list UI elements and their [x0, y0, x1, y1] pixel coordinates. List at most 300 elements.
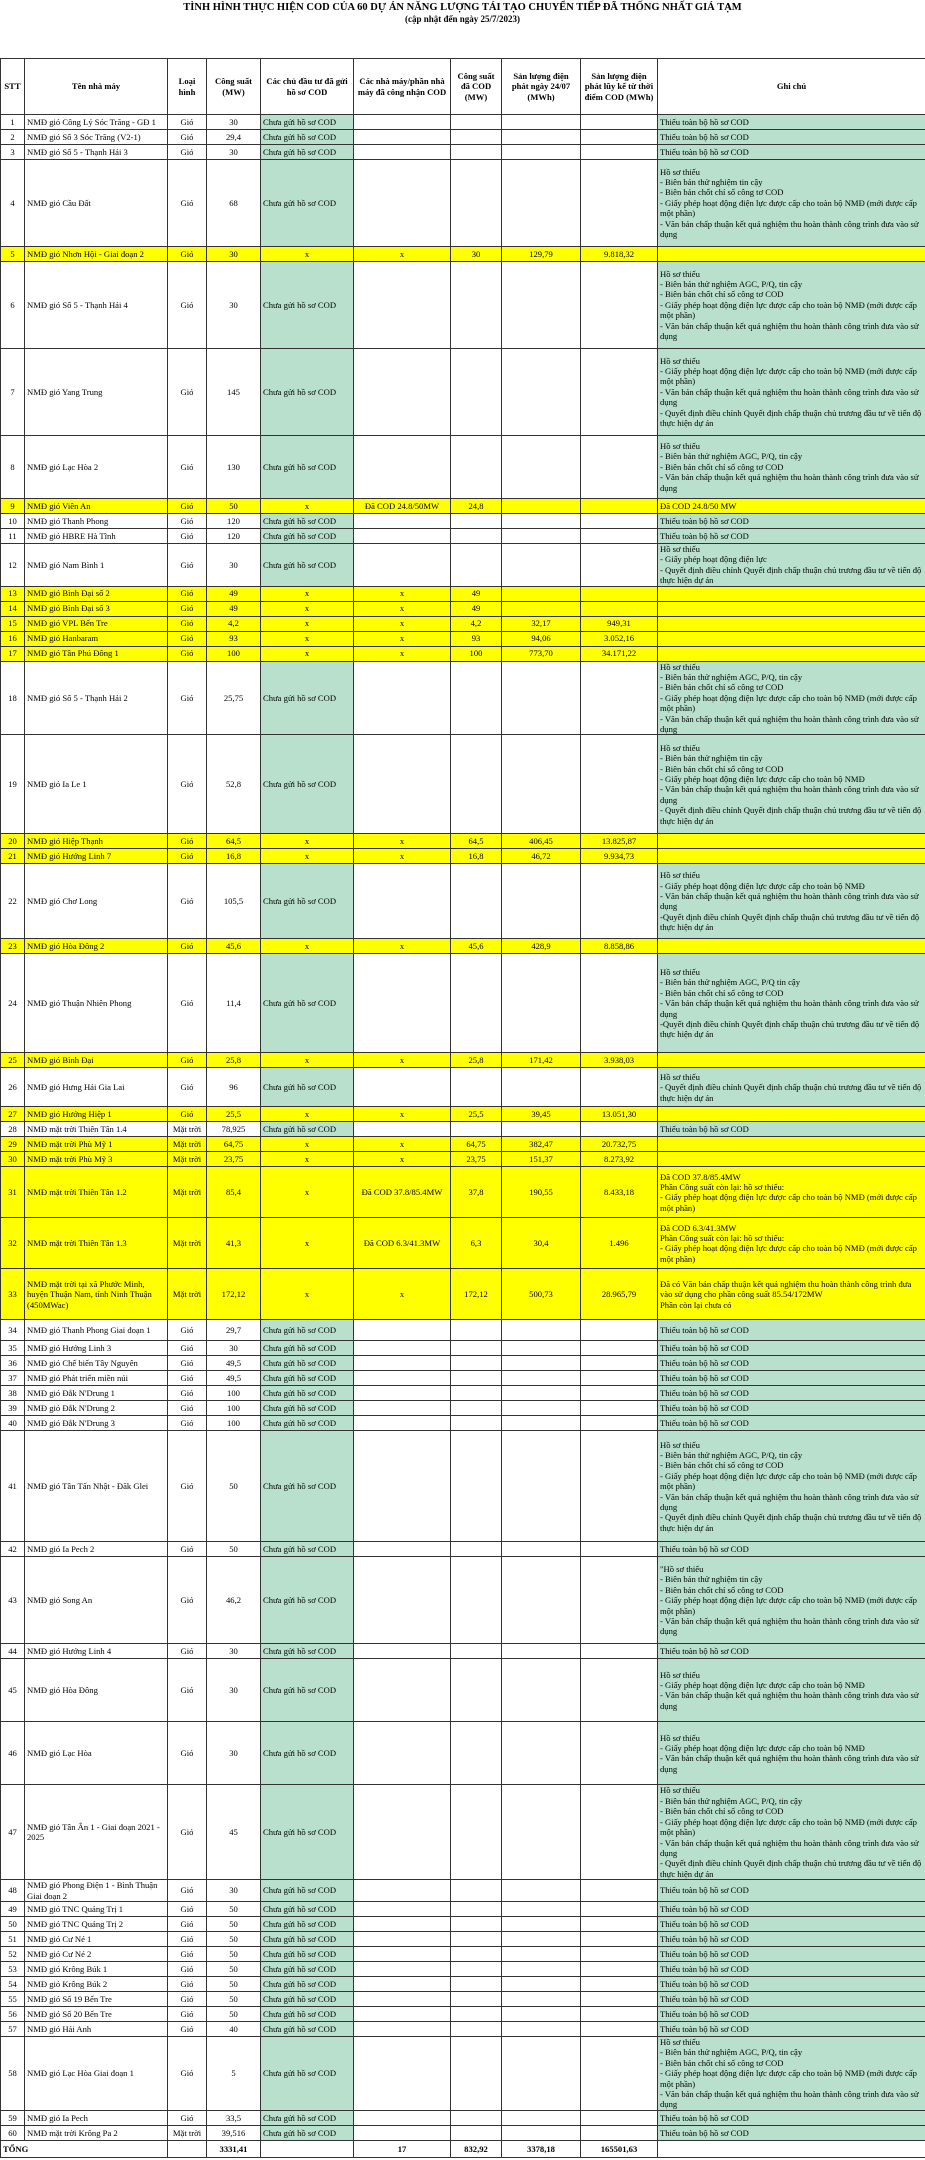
row-note: [658, 1152, 925, 1167]
row-note: [658, 1053, 925, 1068]
row-capacity: 30: [207, 262, 261, 349]
row-daily-output: 129,79: [502, 247, 581, 262]
row-cod-capacity: [451, 1068, 502, 1107]
row-cod-capacity: 25,5: [451, 1107, 502, 1122]
row-daily-output: [502, 864, 581, 939]
row-cumulative-output: [581, 130, 658, 145]
row-capacity: 49: [207, 601, 261, 616]
row-capacity: 52,8: [207, 735, 261, 834]
total-daily-output: 3378,18: [502, 2140, 581, 2157]
row-cumulative-output: 8.273,92: [581, 1152, 658, 1167]
table-row: [1, 499, 925, 514]
row-capacity: 50: [207, 1946, 261, 1961]
row-plant-name: NMĐ gió Krông Búk 1: [25, 1961, 168, 1976]
row-plant-name: NMĐ gió Hướng Linh 7: [25, 849, 168, 864]
row-submitted: x: [261, 1167, 354, 1218]
table-row: [1, 616, 925, 631]
row-plant-type: Gió: [168, 1341, 207, 1356]
row-cumulative-output: [581, 586, 658, 601]
row-capacity: 50: [207, 1431, 261, 1542]
row-plant-name: NMĐ mặt trời Phù Mỹ 1: [25, 1137, 168, 1152]
row-note: Thiếu toàn bộ hồ sơ COD: [658, 1371, 925, 1386]
row-capacity: 33,5: [207, 2110, 261, 2125]
row-daily-output: 428,9: [502, 939, 581, 954]
row-stt: 29: [1, 1137, 25, 1152]
row-note: Đã COD 24.8/50 MW: [658, 499, 925, 514]
row-submitted: x: [261, 939, 354, 954]
row-submitted: x: [261, 247, 354, 262]
total-capacity: 3331,41: [207, 2140, 261, 2157]
row-cumulative-output: 20.732,75: [581, 1137, 658, 1152]
row-cumulative-output: 3.938,03: [581, 1053, 658, 1068]
col-header-type: Loại hình: [168, 59, 207, 115]
row-daily-output: [502, 2110, 581, 2125]
row-cumulative-output: [581, 1722, 658, 1785]
row-stt: 39: [1, 1401, 25, 1416]
row-submitted: Chưa gửi hồ sơ COD: [261, 864, 354, 939]
row-note: Thiếu toàn bộ hồ sơ COD: [658, 1320, 925, 1341]
row-plant-type: Gió: [168, 262, 207, 349]
row-capacity: 16,8: [207, 849, 261, 864]
row-submitted: x: [261, 499, 354, 514]
row-capacity: 30: [207, 1659, 261, 1722]
row-daily-output: 46,72: [502, 849, 581, 864]
row-stt: 47: [1, 1785, 25, 1880]
row-recognized: [354, 1916, 451, 1931]
row-plant-type: Gió: [168, 2036, 207, 2110]
row-cumulative-output: [581, 864, 658, 939]
row-recognized: x: [354, 1107, 451, 1122]
row-cod-capacity: 4,2: [451, 616, 502, 631]
row-capacity: 23,75: [207, 1152, 261, 1167]
row-submitted: Chưa gửi hồ sơ COD: [261, 160, 354, 247]
row-submitted: Chưa gửi hồ sơ COD: [261, 1371, 354, 1386]
row-plant-name: NMĐ gió Ia Pech: [25, 2110, 168, 2125]
cod-status-table: [0, 58, 925, 2158]
table-row: [1, 1946, 925, 1961]
row-stt: 7: [1, 349, 25, 436]
row-cod-capacity: [451, 1880, 502, 1902]
row-stt: 36: [1, 1356, 25, 1371]
row-plant-name: NMĐ gió Chế biến Tây Nguyên: [25, 1356, 168, 1371]
total-label: TỔNG: [1, 2140, 168, 2157]
row-stt: 35: [1, 1341, 25, 1356]
row-capacity: 30: [207, 1722, 261, 1785]
row-note: [658, 586, 925, 601]
row-plant-type: Mặt trời: [168, 1218, 207, 1269]
row-recognized: [354, 514, 451, 529]
row-stt: 17: [1, 646, 25, 661]
row-submitted: x: [261, 849, 354, 864]
row-cumulative-output: [581, 1356, 658, 1371]
row-capacity: 25,8: [207, 1053, 261, 1068]
row-capacity: 50: [207, 2006, 261, 2021]
row-recognized: [354, 2021, 451, 2036]
row-cod-capacity: [451, 1542, 502, 1557]
row-plant-type: Gió: [168, 1431, 207, 1542]
row-submitted: Chưa gửi hồ sơ COD: [261, 1401, 354, 1416]
table-row: [1, 1068, 925, 1107]
row-cod-capacity: [451, 1371, 502, 1386]
row-capacity: 40: [207, 2021, 261, 2036]
row-capacity: 4,2: [207, 616, 261, 631]
row-note: Thiếu toàn bộ hồ sơ COD: [658, 1122, 925, 1137]
row-capacity: 29,4: [207, 130, 261, 145]
row-daily-output: [502, 1401, 581, 1416]
table-row: [1, 1371, 925, 1386]
row-cumulative-output: 9.818,32: [581, 247, 658, 262]
row-cumulative-output: [581, 2125, 658, 2140]
row-stt: 60: [1, 2125, 25, 2140]
row-note: Hồ sơ thiếu - Biên bản thử nghiệm tin cậy - Biên bản chốt chỉ số công tơ COD - Giấy phép hoạt động điện lực được cấp cho toàn bộ NMĐ (mới được cấp một phần) - Văn bản chấp thuận kết quả nghiệm thu hoàn thành công trình đưa vào sử dụng: [658, 160, 925, 247]
total-cumulative-output: 165501,63: [581, 2140, 658, 2157]
row-daily-output: [502, 115, 581, 130]
row-plant-name: NMĐ gió Tân Tấn Nhật - Đăk Glei: [25, 1431, 168, 1542]
row-daily-output: [502, 1068, 581, 1107]
report-header: [0, 0, 925, 58]
row-plant-name: NMĐ gió Hanbaram: [25, 631, 168, 646]
row-stt: 4: [1, 160, 25, 247]
row-recognized: x: [354, 646, 451, 661]
row-note: [658, 939, 925, 954]
row-daily-output: [502, 436, 581, 499]
row-recognized: [354, 661, 451, 735]
row-recognized: [354, 130, 451, 145]
row-recognized: [354, 115, 451, 130]
row-plant-name: NMĐ mặt trời Thiên Tân 1.3: [25, 1218, 168, 1269]
row-plant-type: Gió: [168, 1107, 207, 1122]
table-row: [1, 436, 925, 499]
row-stt: 32: [1, 1218, 25, 1269]
row-note: Thiếu toàn bộ hồ sơ COD: [658, 1416, 925, 1431]
table-row: [1, 1416, 925, 1431]
row-plant-type: Gió: [168, 1991, 207, 2006]
row-stt: 11: [1, 529, 25, 544]
row-submitted: Chưa gửi hồ sơ COD: [261, 1785, 354, 1880]
row-plant-type: Gió: [168, 247, 207, 262]
row-stt: 3: [1, 145, 25, 160]
row-plant-type: Gió: [168, 145, 207, 160]
table-row: [1, 1991, 925, 2006]
row-plant-name: NMĐ gió Tân Phú Đông 1: [25, 646, 168, 661]
row-plant-type: Gió: [168, 2021, 207, 2036]
row-cod-capacity: [451, 1785, 502, 1880]
row-daily-output: [502, 349, 581, 436]
row-daily-output: [502, 1976, 581, 1991]
table-row: [1, 1785, 925, 1880]
row-capacity: 11,4: [207, 954, 261, 1053]
row-cumulative-output: [581, 115, 658, 130]
row-recognized: Đã COD 6.3/41.3MW: [354, 1218, 451, 1269]
row-cumulative-output: [581, 1416, 658, 1431]
row-recognized: [354, 1785, 451, 1880]
row-capacity: 68: [207, 160, 261, 247]
row-stt: 6: [1, 262, 25, 349]
row-plant-name: NMĐ gió Số 19 Bến Tre: [25, 1991, 168, 2006]
row-recognized: x: [354, 834, 451, 849]
row-recognized: [354, 1386, 451, 1401]
row-plant-name: NMĐ gió Hòa Đông: [25, 1659, 168, 1722]
row-capacity: 29,7: [207, 1320, 261, 1341]
row-cumulative-output: [581, 145, 658, 160]
table-row: [1, 247, 925, 262]
row-capacity: 93: [207, 631, 261, 646]
row-recognized: x: [354, 601, 451, 616]
row-capacity: 105,5: [207, 864, 261, 939]
row-daily-output: [502, 514, 581, 529]
row-recognized: x: [354, 1137, 451, 1152]
row-daily-output: [502, 1386, 581, 1401]
row-recognized: Đã COD 24.8/50MW: [354, 499, 451, 514]
table-row: [1, 1976, 925, 1991]
table-row: [1, 1431, 925, 1542]
row-capacity: 30: [207, 1644, 261, 1659]
row-plant-name: NMĐ gió Tân Ân 1 - Giai đoạn 2021 - 2025: [25, 1785, 168, 1880]
row-stt: 30: [1, 1152, 25, 1167]
row-submitted: Chưa gửi hồ sơ COD: [261, 1557, 354, 1644]
row-note: Thiếu toàn bộ hồ sơ COD: [658, 514, 925, 529]
row-submitted: Chưa gửi hồ sơ COD: [261, 735, 354, 834]
row-cumulative-output: [581, 499, 658, 514]
row-capacity: 50: [207, 1961, 261, 1976]
row-recognized: [354, 1068, 451, 1107]
row-plant-type: Gió: [168, 544, 207, 587]
row-plant-type: Gió: [168, 661, 207, 735]
row-plant-name: NMĐ gió Lạc Hòa: [25, 1722, 168, 1785]
row-submitted: x: [261, 1218, 354, 1269]
row-cumulative-output: [581, 349, 658, 436]
row-plant-name: NMĐ gió Bình Đại số 2: [25, 586, 168, 601]
row-daily-output: 773,70: [502, 646, 581, 661]
table-row: [1, 529, 925, 544]
row-plant-type: Gió: [168, 1416, 207, 1431]
table-row: [1, 2021, 925, 2036]
row-plant-type: Gió: [168, 954, 207, 1053]
row-submitted: x: [261, 1152, 354, 1167]
row-capacity: 96: [207, 1068, 261, 1107]
total-cod-capacity: 832,92: [451, 2140, 502, 2157]
row-note: "Hồ sơ thiếu - Biên bản thử nghiệm tin cậy - Biên bản chốt chỉ số công tơ COD - Giấy phép hoạt động điện lực được cấp cho toàn bộ NMĐ (mới được cấp một phần) - Văn bản chấp thuận kết quả nghiệm thu hoàn thành công trình đưa vào sử dụng: [658, 1557, 925, 1644]
table-row: [1, 1931, 925, 1946]
row-cumulative-output: 13.825,87: [581, 834, 658, 849]
row-recognized: [354, 1356, 451, 1371]
row-cumulative-output: [581, 2006, 658, 2021]
table-row: [1, 1218, 925, 1269]
row-note: Thiếu toàn bộ hồ sơ COD: [658, 1901, 925, 1916]
row-cod-capacity: [451, 1659, 502, 1722]
col-header-notes: Ghi chú: [658, 59, 925, 115]
row-submitted: Chưa gửi hồ sơ COD: [261, 1722, 354, 1785]
row-daily-output: [502, 1880, 581, 1902]
row-submitted: Chưa gửi hồ sơ COD: [261, 130, 354, 145]
row-stt: 2: [1, 130, 25, 145]
row-recognized: [354, 864, 451, 939]
row-stt: 42: [1, 1542, 25, 1557]
row-cod-capacity: [451, 1122, 502, 1137]
row-plant-type: Gió: [168, 160, 207, 247]
row-cod-capacity: [451, 514, 502, 529]
row-daily-output: [502, 1416, 581, 1431]
row-daily-output: 406,45: [502, 834, 581, 849]
row-plant-type: Gió: [168, 864, 207, 939]
row-submitted: Chưa gửi hồ sơ COD: [261, 1976, 354, 1991]
row-capacity: 41,3: [207, 1218, 261, 1269]
row-submitted: Chưa gửi hồ sơ COD: [261, 436, 354, 499]
row-note: [658, 646, 925, 661]
row-cod-capacity: [451, 1557, 502, 1644]
row-cod-capacity: [451, 436, 502, 499]
row-recognized: [354, 1976, 451, 1991]
row-stt: 34: [1, 1320, 25, 1341]
row-cumulative-output: [581, 1341, 658, 1356]
row-submitted: Chưa gửi hồ sơ COD: [261, 1901, 354, 1916]
row-daily-output: [502, 145, 581, 160]
row-plant-name: NMĐ gió Hướng Hiệp 1: [25, 1107, 168, 1122]
row-plant-name: NMĐ gió Ia Pech 2: [25, 1542, 168, 1557]
table-row: [1, 1356, 925, 1371]
row-daily-output: 171,42: [502, 1053, 581, 1068]
row-note: Thiếu toàn bộ hồ sơ COD: [658, 1880, 925, 1902]
row-submitted: Chưa gửi hồ sơ COD: [261, 1122, 354, 1137]
row-note: Hồ sơ thiếu - Quyết định điều chỉnh Quyết định chấp thuận chủ trương đầu tư về tiến độ thực hiện dự án: [658, 1068, 925, 1107]
row-stt: 23: [1, 939, 25, 954]
row-capacity: 25,75: [207, 661, 261, 735]
row-daily-output: 94,06: [502, 631, 581, 646]
row-recognized: [354, 2006, 451, 2021]
row-stt: 53: [1, 1961, 25, 1976]
row-note: Thiếu toàn bộ hồ sơ COD: [658, 1401, 925, 1416]
col-header-stt: STT: [1, 59, 25, 115]
row-note: Thiếu toàn bộ hồ sơ COD: [658, 2021, 925, 2036]
row-recognized: x: [354, 247, 451, 262]
row-recognized: [354, 1931, 451, 1946]
row-plant-name: NMĐ gió Song An: [25, 1557, 168, 1644]
row-cod-capacity: 45,6: [451, 939, 502, 954]
row-recognized: [354, 1416, 451, 1431]
row-note: Thiếu toàn bộ hồ sơ COD: [658, 1542, 925, 1557]
row-plant-name: NMĐ gió VPL Bến Tre: [25, 616, 168, 631]
row-cod-capacity: 64,75: [451, 1137, 502, 1152]
row-cod-capacity: [451, 1976, 502, 1991]
row-note: Thiếu toàn bộ hồ sơ COD: [658, 1356, 925, 1371]
row-daily-output: [502, 2125, 581, 2140]
row-submitted: x: [261, 1269, 354, 1320]
row-cumulative-output: [581, 1946, 658, 1961]
row-plant-type: Gió: [168, 1785, 207, 1880]
row-submitted: Chưa gửi hồ sơ COD: [261, 661, 354, 735]
table-row: [1, 735, 925, 834]
table-row: [1, 1152, 925, 1167]
row-submitted: Chưa gửi hồ sơ COD: [261, 2110, 354, 2125]
row-cumulative-output: [581, 1901, 658, 1916]
row-submitted: Chưa gửi hồ sơ COD: [261, 2006, 354, 2021]
row-recognized: [354, 1946, 451, 1961]
total-type-cell: [168, 2140, 207, 2157]
table-row: [1, 130, 925, 145]
table-row: [1, 1107, 925, 1122]
row-plant-type: Gió: [168, 1356, 207, 1371]
row-stt: 52: [1, 1946, 25, 1961]
table-row: [1, 954, 925, 1053]
row-cumulative-output: [581, 601, 658, 616]
row-submitted: Chưa gửi hồ sơ COD: [261, 1880, 354, 1902]
row-cumulative-output: [581, 1386, 658, 1401]
table-row: [1, 2006, 925, 2021]
row-plant-name: NMĐ gió Krông Búk 2: [25, 1976, 168, 1991]
row-stt: 24: [1, 954, 25, 1053]
row-recognized: [354, 160, 451, 247]
row-daily-output: [502, 499, 581, 514]
row-recognized: x: [354, 631, 451, 646]
row-cumulative-output: 34.171,22: [581, 646, 658, 661]
row-stt: 49: [1, 1901, 25, 1916]
row-cumulative-output: 3.052,16: [581, 631, 658, 646]
row-daily-output: [502, 1341, 581, 1356]
row-cod-capacity: 172,12: [451, 1269, 502, 1320]
row-plant-type: Gió: [168, 939, 207, 954]
row-cumulative-output: [581, 1068, 658, 1107]
row-plant-type: Gió: [168, 631, 207, 646]
row-stt: 43: [1, 1557, 25, 1644]
row-note: Thiếu toàn bộ hồ sơ COD: [658, 1946, 925, 1961]
row-submitted: Chưa gửi hồ sơ COD: [261, 1946, 354, 1961]
row-cod-capacity: [451, 130, 502, 145]
row-submitted: x: [261, 601, 354, 616]
row-stt: 14: [1, 601, 25, 616]
row-plant-name: NMĐ gió Số 5 - Thạnh Hải 3: [25, 145, 168, 160]
row-plant-type: Gió: [168, 1053, 207, 1068]
row-recognized: [354, 954, 451, 1053]
row-submitted: x: [261, 1053, 354, 1068]
row-daily-output: [502, 529, 581, 544]
row-submitted: Chưa gửi hồ sơ COD: [261, 1916, 354, 1931]
row-cumulative-output: [581, 1916, 658, 1931]
row-cod-capacity: 6,3: [451, 1218, 502, 1269]
table-row: [1, 1122, 925, 1137]
row-plant-name: NMĐ gió Bình Đại: [25, 1053, 168, 1068]
row-daily-output: [502, 160, 581, 247]
row-cod-capacity: [451, 1722, 502, 1785]
row-cumulative-output: 9.934,73: [581, 849, 658, 864]
row-plant-type: Gió: [168, 646, 207, 661]
table-row: [1, 1880, 925, 1902]
row-submitted: x: [261, 1137, 354, 1152]
row-stt: 38: [1, 1386, 25, 1401]
row-plant-name: NMĐ gió Viên An: [25, 499, 168, 514]
row-capacity: 49,5: [207, 1356, 261, 1371]
row-note: Thiếu toàn bộ hồ sơ COD: [658, 1931, 925, 1946]
col-header-name: Tên nhà máy: [25, 59, 168, 115]
row-submitted: Chưa gửi hồ sơ COD: [261, 544, 354, 587]
row-submitted: Chưa gửi hồ sơ COD: [261, 115, 354, 130]
row-submitted: Chưa gửi hồ sơ COD: [261, 1931, 354, 1946]
table-row: [1, 514, 925, 529]
row-cod-capacity: [451, 1431, 502, 1542]
row-plant-type: Gió: [168, 499, 207, 514]
row-plant-type: Gió: [168, 349, 207, 436]
row-cumulative-output: [581, 1931, 658, 1946]
row-capacity: 100: [207, 1401, 261, 1416]
total-row: [1, 2140, 925, 2157]
row-daily-output: 32,17: [502, 616, 581, 631]
row-plant-name: NMĐ gió Số 5 - Thạnh Hải 2: [25, 661, 168, 735]
table-row: [1, 1401, 925, 1416]
row-submitted: x: [261, 834, 354, 849]
row-note: Thiếu toàn bộ hồ sơ COD: [658, 115, 925, 130]
row-stt: 10: [1, 514, 25, 529]
row-note: Hồ sơ thiếu - Biên bản thử nghiệm tin cậy - Biên bản chốt chỉ số công tơ COD - Giấy phép hoạt động điện lực được cấp cho toàn bộ NMĐ - Văn bản chấp thuận kết quả nghiệm thu hoàn thành công trình đưa vào sử dụng - Quyết định điều chỉnh Quyết định chấp thuận chủ trương đầu tư về tiến độ thực hiện dự án: [658, 735, 925, 834]
total-submitted-cell: [261, 2140, 354, 2157]
